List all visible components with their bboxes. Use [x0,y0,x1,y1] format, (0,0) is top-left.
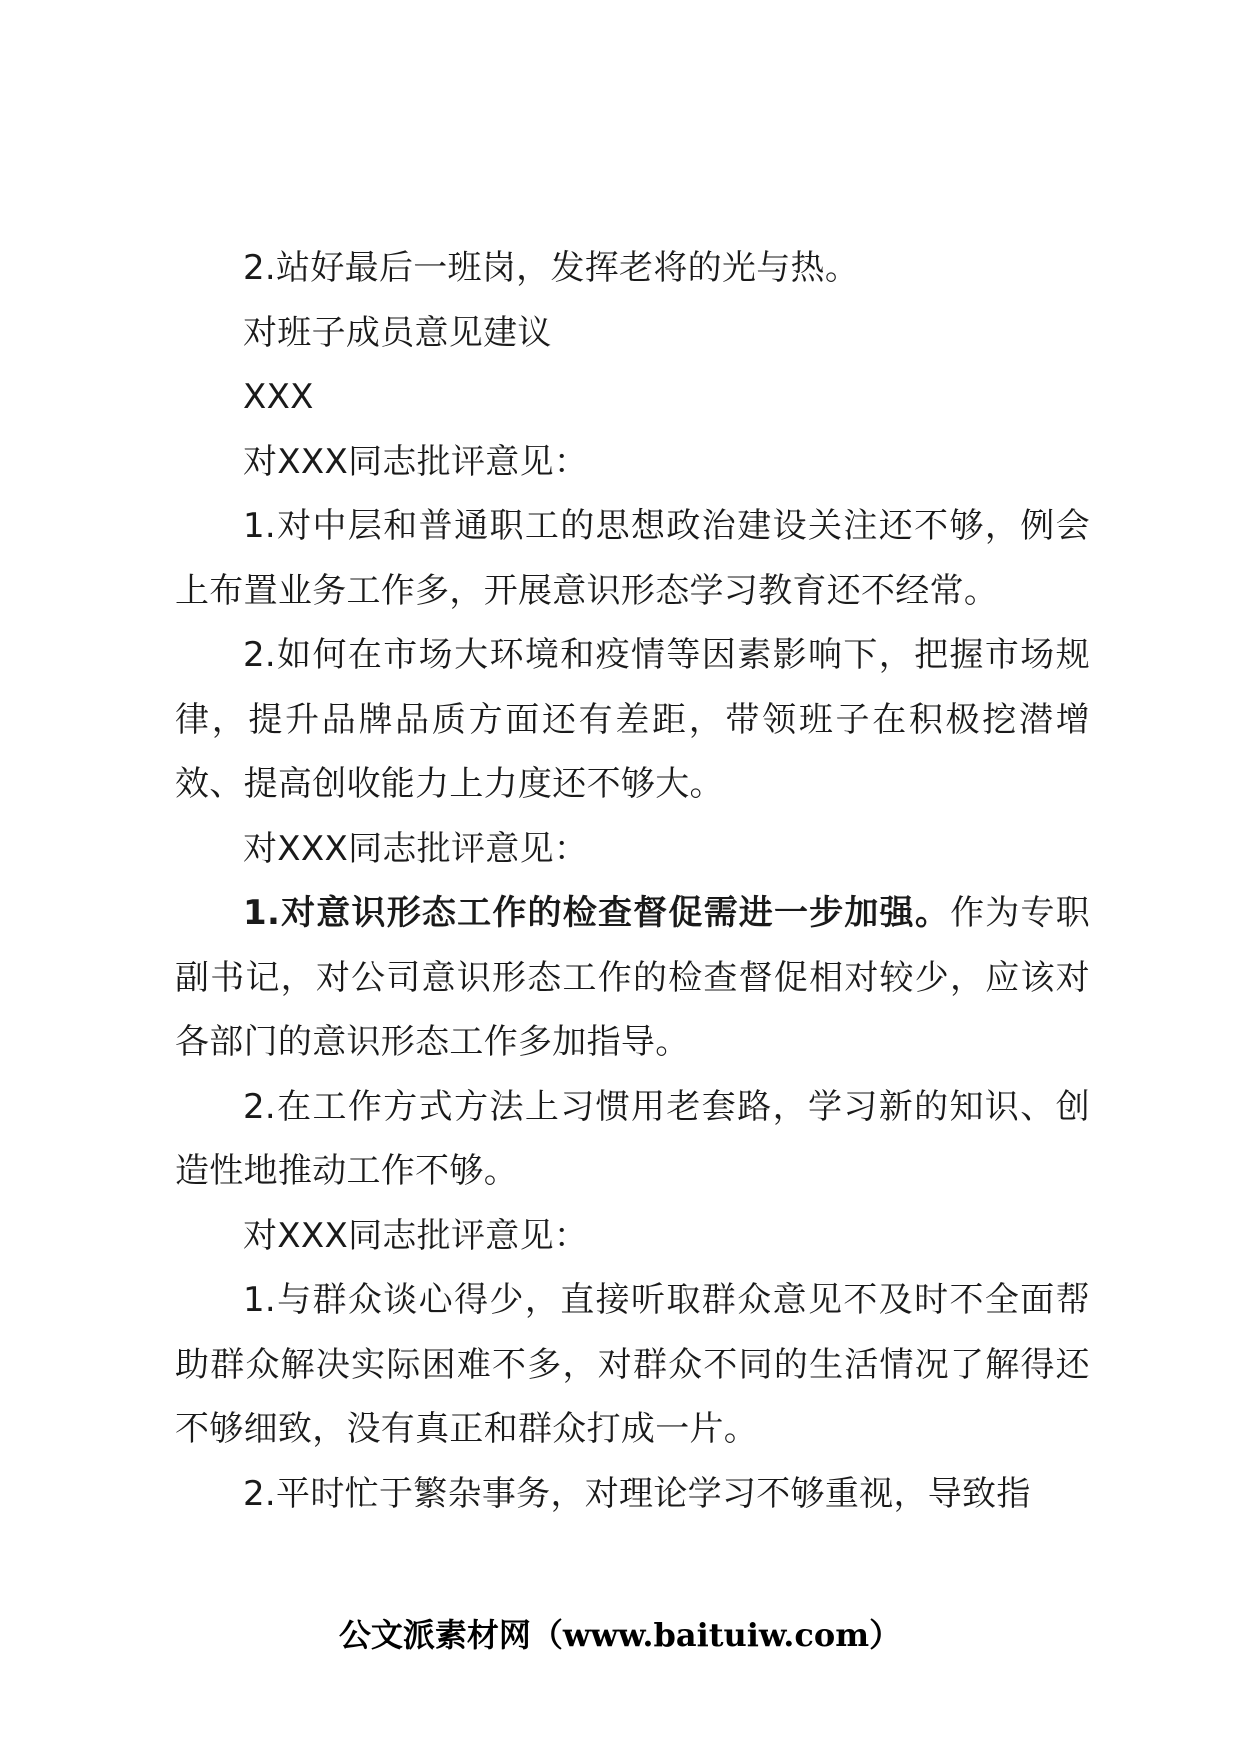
footer-text: 公文派素材网（www.baituiw.com） [338,1616,902,1654]
paragraph-4: 对XXX同志批评意见： [243,441,589,482]
paragraph-3: XXX [243,377,314,417]
paragraph-5: 1.对中层和普通职工的思想政治建设关注还不够，例会上布置业务工作多，开展意识形态学习教育还不经常。 [175,506,1090,611]
page-footer [0,1610,1240,1656]
paragraph-6: 2.如何在市场大环境和疫情等因素影响下，把握市场规律，提升品牌品质方面还有差距，带领班子在积极挖潜增效、提高创收能力上力度还不够大。 [175,635,1090,804]
document-body [175,236,1090,1526]
paragraph-2: 对班子成员意见建议 [243,312,552,353]
paragraph-10: 对XXX同志批评意见： [243,1215,589,1256]
paragraph-8 [175,881,1090,1075]
paragraph-8-body: 作为专职副书记，对公司意识形态工作的检查督促相对较少，应该对各部门的意识形态工作多加指导。 [175,893,1091,1062]
paragraph-7: 对XXX同志批评意见： [243,828,589,869]
paragraph-12: 2.平时忙于繁杂事务，对理论学习不够重视，导致指 [243,1473,1031,1514]
paragraph-8-lead: 1.对意识形态工作的检查督促需进一步加强。 [243,893,951,933]
paragraph-1: 2.站好最后一班岗，发挥老将的光与热。 [243,248,860,288]
paragraph-9: 2.在工作方式方法上习惯用老套路，学习新的知识、创造性地推动工作不够。 [175,1086,1090,1191]
paragraph-11: 1.与群众谈心得少，直接听取群众意见不及时不全面帮助群众解决实际困难不多，对群众不同的生活情况了解得还不够细致，没有真正和群众打成一片。 [175,1280,1090,1449]
